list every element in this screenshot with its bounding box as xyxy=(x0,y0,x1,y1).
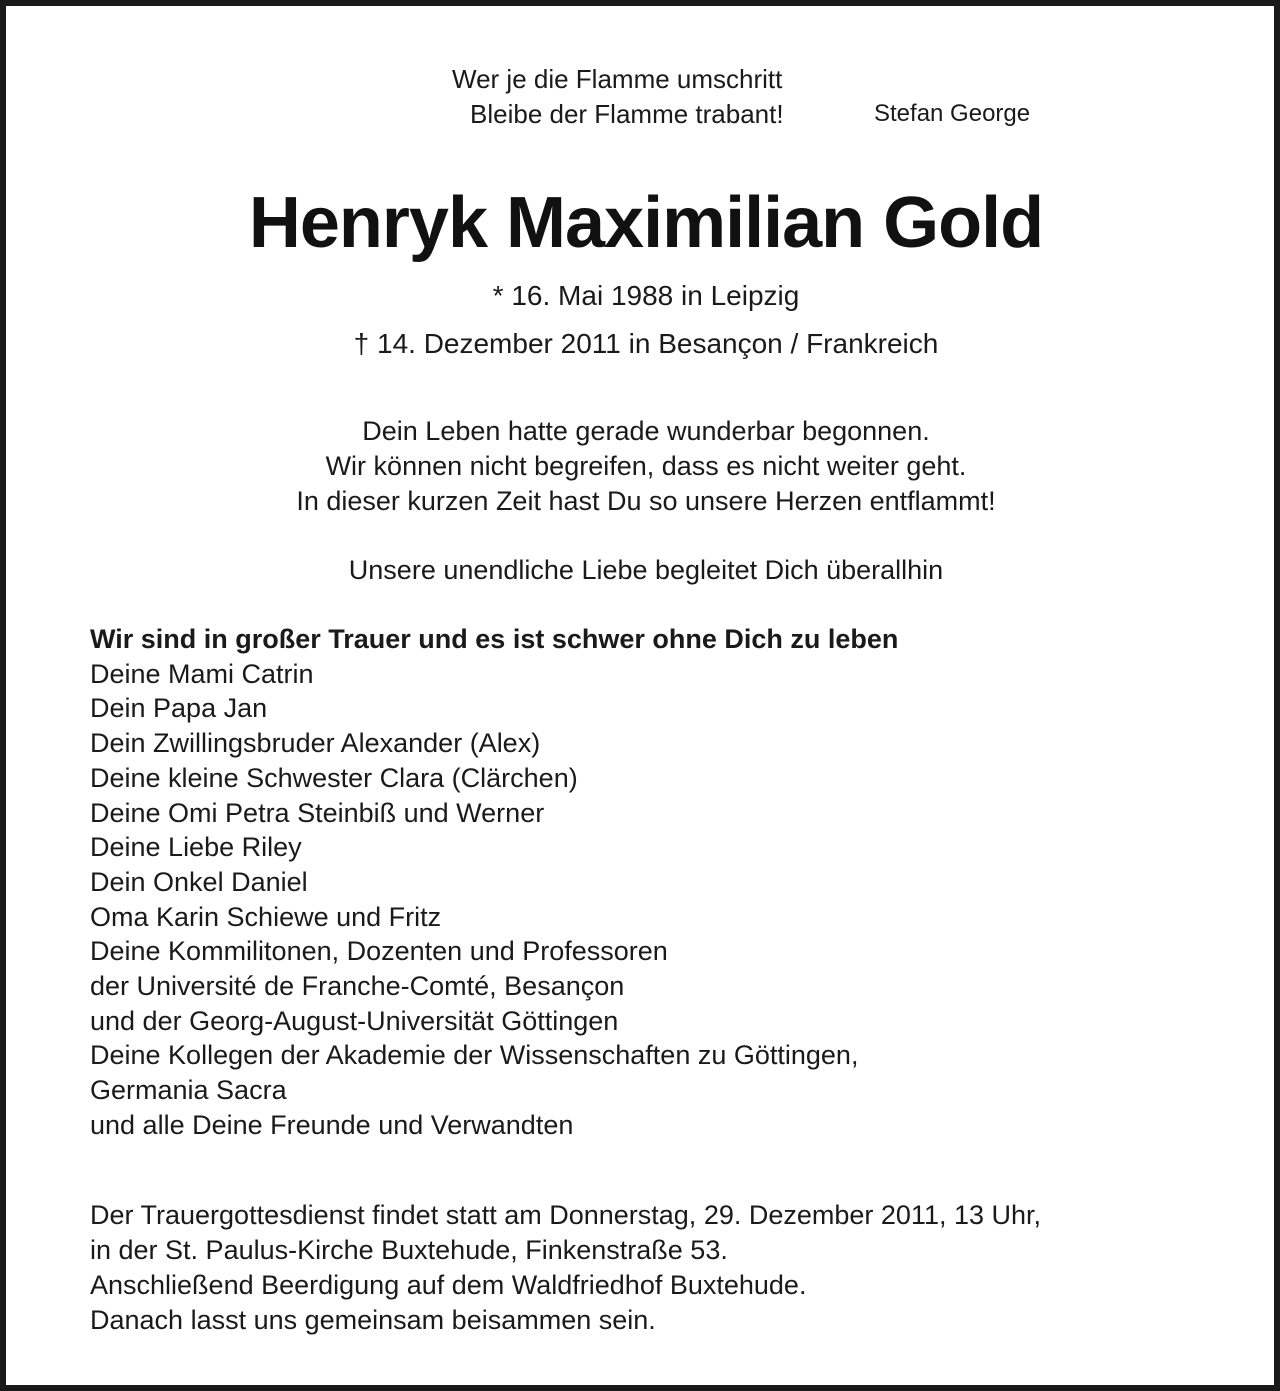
motto-line-1: Wer je die Flamme umschritt xyxy=(452,64,783,94)
mourner-line: und alle Deine Freunde und Verwandten xyxy=(90,1109,574,1140)
service-line: Anschließend Beerdigung auf dem Waldfriedhof Buxtehude. xyxy=(90,1270,807,1300)
mourners-heading: Wir sind in großer Trauer und es ist schwer ohne Dich zu leben xyxy=(90,624,899,654)
mourner-line: Dein Zwillingsbruder Alexander (Alex) xyxy=(90,728,541,759)
service-info xyxy=(90,1198,1041,1338)
mourner-line: Oma Karin Schiewe und Fritz xyxy=(90,901,442,932)
birth-date: * 16. Mai 1988 in Leipzig xyxy=(492,280,800,311)
mourner-line: Dein Onkel Daniel xyxy=(90,866,308,897)
mourner-line: Deine Mami Catrin xyxy=(90,658,314,689)
mourner-line: Germania Sacra xyxy=(90,1075,287,1106)
service-line: in der St. Paulus-Kirche Buxtehude, Finkenstraße 53. xyxy=(90,1235,728,1265)
love-line: Unsere unendliche Liebe begleitet Dich überallhin xyxy=(348,555,944,585)
service-line: Danach lasst uns gemeinsam beisammen sein. xyxy=(90,1305,656,1335)
mourner-line: Deine Kommilitonen, Dozenten und Professoren xyxy=(90,936,668,967)
mourner-line: Dein Papa Jan xyxy=(90,693,268,724)
service-line: Der Trauergottesdienst findet statt am Donnerstag, 29. Dezember 2011, 13 Uhr, xyxy=(90,1200,1042,1230)
mourner-line: Deine Kollegen der Akademie der Wissenschaften zu Göttingen, xyxy=(90,1040,859,1071)
poem-line-1: Dein Leben hatte gerade wunderbar begonnen. xyxy=(362,416,930,446)
motto-author: Stefan George xyxy=(874,100,1031,127)
mourner-line: Deine Omi Petra Steinbiß und Werner xyxy=(90,797,545,828)
poem-line-2: Wir können nicht begreifen, dass es nicht weiter geht. xyxy=(325,451,967,481)
mourner-line: der Université de Franche-Comté, Besançon xyxy=(90,971,625,1002)
poem-line-3: In dieser kurzen Zeit hast Du so unsere Herzen entflammt! xyxy=(296,486,996,516)
motto-line-2: Bleibe der Flamme trabant! xyxy=(470,99,784,129)
death-date: † 14. Dezember 2011 in Besançon / Frankreich xyxy=(353,328,939,359)
mourner-line: Deine Liebe Riley xyxy=(90,832,302,863)
mourner-line: und der Georg-August-Universität Göttingen xyxy=(90,1005,619,1036)
mourner-line: Deine kleine Schwester Clara (Clärchen) xyxy=(90,762,578,793)
deceased-name: Henryk Maximilian Gold xyxy=(248,183,1044,263)
mourners-list xyxy=(90,622,898,1143)
